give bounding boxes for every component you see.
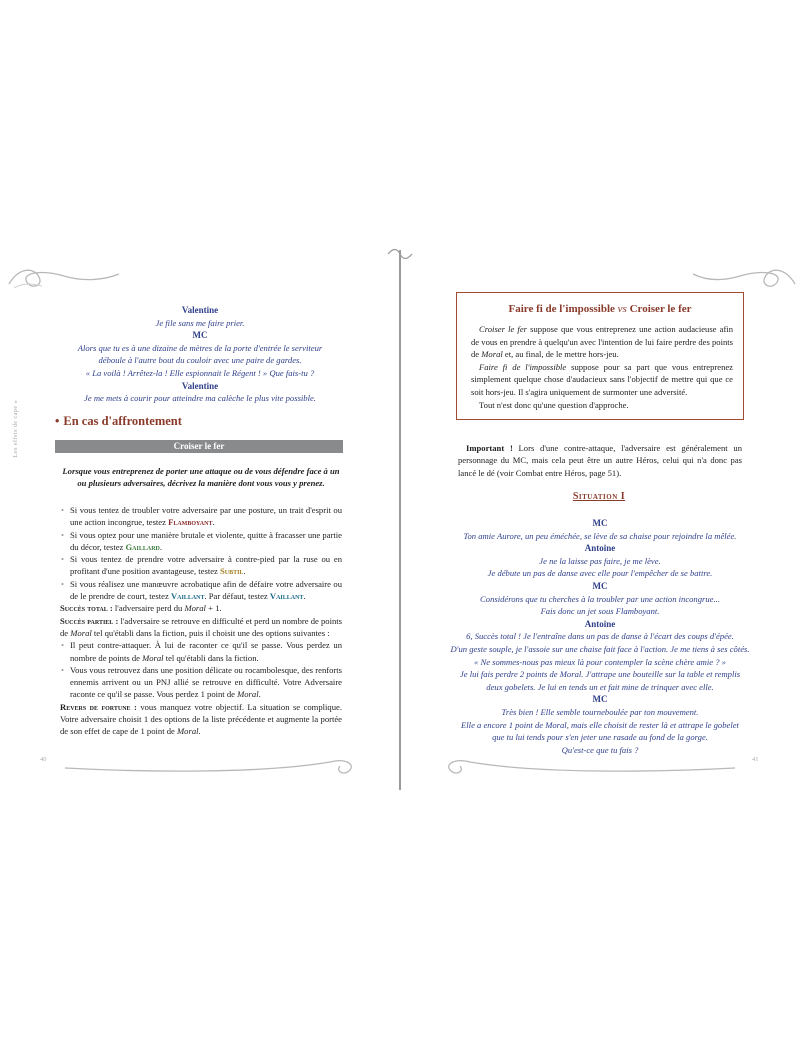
dialogue-line: Je file sans me faire prier. [155, 317, 245, 328]
intro-paragraph: Lorsque vous entreprenez de porter une attaque ou de vous défendre face à un ou plusieurs adversaires, décrivez la manière dont vous vous y prenez. [62, 466, 340, 489]
speaker-name: MC [592, 518, 608, 528]
speaker-name: Valentine [181, 305, 219, 315]
right-dialogue [450, 517, 750, 756]
list-item: • Vous vous retrouvez dans une position délicate ou rocambolesque, des renforts ennemis arrivent ou un PNJ allié se retrouve en difficulté. Votre Adversaire raconte ce qu'il se passe. Vous perdez 1 point de Moral. [60, 664, 342, 701]
speaker-name: Valentine [181, 380, 219, 391]
page-number: 40 [40, 756, 47, 763]
speaker-name: MC [592, 580, 608, 591]
dialogue-line: Elle a encore 1 point de Moral, mais elle choisit de rester là et attrape le gobelet [461, 719, 739, 730]
box-title: Faire fi de l'impossible vs Croiser le fer [508, 303, 692, 315]
list-item: • Si vous optez pour une manière brutale et violente, quitte à fracasser une partie du décor, testez Gaillard. [60, 529, 342, 554]
list-item: • Si vous tentez de prendre votre adversaire à contre-pied par la ruse ou en profitant d'une position avantageuse, testez Subtil. [60, 553, 342, 578]
dialogue-line: Je débute un pas de danse avec elle pour l'empêcher de se battre. [487, 568, 713, 579]
page-number: 41 [752, 756, 759, 763]
move-list [60, 504, 342, 738]
dialogue-line: 6, Succès total ! Je l'entraîne dans un pas de danse à l'écart des coups d'épée. [466, 631, 734, 642]
dialogue-line: Alors que tu es à une dizaine de mètres de la porte d'entrée le serviteur [77, 342, 323, 353]
list-item: • Il peut contre-attaquer. À lui de raconter ce qu'il se passe. Vous perdez un nombre de points de Moral tel qu'établi dans la fiction. [60, 639, 342, 664]
flourish-top-right-icon [690, 262, 800, 292]
speaker-name: MC [592, 694, 608, 705]
dialogue-line: déboule à l'autre bout du couloir avec une paire de gardes. [98, 355, 302, 366]
situation-title: Situation I [572, 491, 626, 502]
dialogue-line: Je me mets à courir pour atteindre ma calèche le plus vite possible. [84, 393, 316, 404]
result-partial: Succès partiel : l'adversaire se retrouve en difficulté et perd un nombre de points de Moral tel qu'établi dans la fiction, puis il choisit une des options suivantes : [60, 615, 343, 638]
dialogue-line: Je ne la laisse pas faire, je me lève. [539, 555, 661, 566]
dialogue-line: Je lui fais perdre 2 points de Moral. J'attrape une bouteille sur la table et remplis [459, 669, 741, 680]
list-item: • Si vous tentez de troubler votre adversaire par une posture, un trait d'esprit ou une action incongrue, testez Flamboyant. [60, 504, 342, 529]
section-title: • En cas d'affrontement [55, 414, 182, 428]
speaker-name: MC [192, 330, 208, 341]
speaker-name: Antoine [584, 543, 616, 554]
left-dialogue [60, 304, 340, 405]
result-total: Succès total : l'adversaire perd du Moral + 1. [60, 603, 222, 614]
dialogue-line: Qu'est-ce que tu fais ? [561, 744, 639, 755]
dialogue-line: que tu lui tends pour s'en jeter une rasade au fond de la gorge. [492, 732, 708, 743]
dialogue-line: Considérons que tu cherches à la troubler par une action incongrue... [480, 593, 720, 604]
dialogue-line: deux gobelets. Je lui en tends un et fait mine de trinquer avec elle. [486, 681, 714, 692]
important-paragraph: Important ! Lors d'une contre-attaque, l'adversaire est généralement un personnage du MC, mais cela peut être un autre Héros, celui qui n'a donc pas lancé le dé (voir Combat entre Héros, page 51). [458, 443, 742, 478]
dialogue-line: Très bien ! Elle semble tourneboulée par ton mouvement. [501, 706, 699, 717]
sidebar-box [456, 292, 744, 420]
result-reverse: Revers de fortune : vous manquez votre objectif. La situation se complique. Votre adversaire choisit 1 des options de la liste précédente et augmente la portée de son effet de cape de 1 point de Moral. [60, 701, 342, 737]
speaker-name: Antoine [584, 618, 616, 629]
bullet-icon: • [55, 414, 60, 428]
book-spine [399, 250, 401, 790]
flourish-top-left-icon [4, 262, 124, 292]
dialogue-line: « Ne sommes-nous pas mieux là pour contempler la scène chère amie ? » [474, 656, 726, 667]
subsection-bar: Croiser le fer [55, 440, 343, 453]
running-header: Les effets de cape » [12, 400, 19, 458]
dialogue-line: Fais donc un jet sous Flamboyant. [540, 606, 660, 617]
flourish-bottom-left-icon [60, 750, 370, 780]
dialogue-line: Ton amie Aurore, un peu éméchée, se lève de sa chaise pour rejoindre la mêlée. [463, 530, 737, 541]
dialogue-line: « La voilà ! Arrêtez-la ! Elle espionnait le Régent ! » Que fais-tu ? [85, 367, 315, 378]
flourish-spine-top-icon [385, 246, 415, 262]
list-item: • Si vous réalisez une manœuvre acrobatique afin de défaire votre adversaire ou de le prendre de court, testez Vaillant. Par défaut, testez Vaillant. [60, 578, 342, 603]
box-text: Croiser le fer suppose que vous entreprenez une action audacieuse afin de vous en prendre à quelqu'un avec l'intention de lui faire perdre des points de Moral et, au final, de le mettre hors-jeu. Faire fi de l'impossible suppose pour sa part que vous entreprenez simplement quelque chose d'audacieux sans l'objectif de mettre qui que ce soit hors-jeu. Il s'agira uniquement de surmonter une adversité. Tout n'est donc qu'une question d'approche. [471, 324, 733, 410]
dialogue-line: D'un geste souple, je l'assoie sur une chaise fait face à l'action. Je me tiens à ses côtés. [450, 643, 750, 654]
